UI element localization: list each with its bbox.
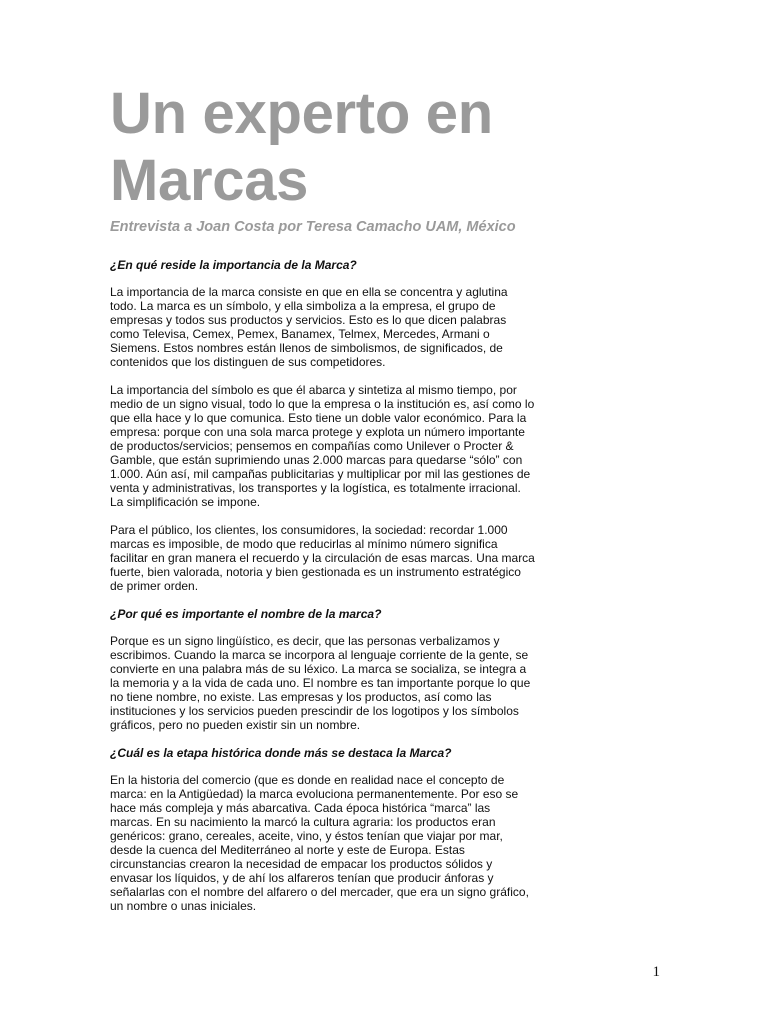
paragraph-line: hace más compleja y más abarcativa. Cada época histórica “marca” las: [110, 801, 491, 815]
spacer: [110, 732, 668, 746]
paragraph-line: La importancia del símbolo es que él abarca y sintetiza al mismo tiempo, por: [110, 383, 517, 397]
paragraph-line: Gamble, que están suprimiendo unas 2.000 marcas para quedarse “sólo” con: [110, 453, 523, 467]
paragraph-line: la memoria y a la vida de cada uno. El nombre es tan importante porque lo que: [110, 676, 531, 690]
paragraph-line: facilitar en gran manera el recuerdo y la circulación de esas marcas. Una marca: [110, 551, 535, 565]
paragraph-line: de productos/servicios; pensemos en compañías como Unilever o Procter &: [110, 439, 514, 453]
body-paragraph: [110, 523, 668, 593]
paragraph-line: un nombre o unas iniciales.: [110, 899, 257, 913]
paragraph-line: escribimos. Cuando la marca se incorpora al lenguaje corriente de la gente, se: [110, 648, 529, 662]
paragraph-line: convierte en una palabra más de su léxico. La marca se socializa, se integra a: [110, 662, 527, 676]
paragraph-line: todo. La marca es un símbolo, y ella simboliza a la empresa, el grupo de: [110, 299, 496, 313]
paragraph-line: circunstancias crearon la necesidad de empacar los productos sólidos y: [110, 857, 493, 871]
paragraph-line: de primer orden.: [110, 579, 199, 593]
spacer: [110, 509, 668, 523]
paragraph-line: contenidos que los distinguen de sus competidores.: [110, 355, 386, 369]
body-paragraph: [110, 285, 668, 369]
paragraph-line: Para el público, los clientes, los consumidores, la sociedad: recordar 1.000: [110, 523, 508, 537]
paragraph-line: empresas y todos sus productos y servicios. Esto es lo que dicen palabras: [110, 313, 507, 327]
document-page: [110, 80, 668, 927]
paragraph-line: marca: en la Antigüedad) la marca evoluciona permanentemente. Por eso se: [110, 787, 519, 801]
title-line-2: Marcas: [110, 148, 309, 213]
paragraph-line: gráficos, pero no pueden existir sin un nombre.: [110, 718, 361, 732]
paragraph-line: que ella hace y lo que comunica. Esto tiene un doble valor económico. Para la: [110, 411, 527, 425]
body-paragraph: [110, 383, 668, 509]
spacer: [110, 369, 668, 383]
paragraph-line: empresa: porque con una sola marca protege y explota un número importante: [110, 425, 525, 439]
paragraph-line: no tiene nombre, no existe. Las empresas y los productos, así como las: [110, 690, 492, 704]
section-question: ¿Por qué es importante el nombre de la marca?: [110, 607, 382, 621]
paragraph-line: La simplificación se impone.: [110, 495, 261, 509]
spacer: [110, 760, 668, 773]
paragraph-line: En la historia del comercio (que es donde en realidad nace el concepto de: [110, 773, 505, 787]
paragraph-line: medio de un signo visual, todo lo que la empresa o la institución es, así como lo: [110, 397, 535, 411]
paragraph-line: Siemens. Estos nombres están llenos de simbolismos, de significados, de: [110, 341, 503, 355]
paragraph-line: venta y administrativas, los transportes y la logística, es totalmente irracional.: [110, 481, 521, 495]
body-paragraph: [110, 773, 668, 913]
paragraph-line: 1.000. Aún así, mil campañas publicitarias y multiplicar por mil las gestiones de: [110, 467, 531, 481]
document-body: [110, 258, 668, 927]
spacer: [110, 272, 668, 285]
spacer: [110, 621, 668, 634]
paragraph-line: La importancia de la marca consiste en que en ella se concentra y aglutina: [110, 285, 508, 299]
paragraph-line: marcas es imposible, de modo que reducirlas al mínimo número significa: [110, 537, 498, 551]
document-title: [110, 80, 668, 214]
spacer: [110, 593, 668, 607]
spacer: [110, 913, 668, 927]
title-line-1: Un experto en: [110, 81, 493, 146]
paragraph-line: desde la cuenca del Mediterráneo al norte y este de Europa. Estas: [110, 843, 465, 857]
paragraph-line: Porque es un signo lingüístico, es decir, que las personas verbalizamos y: [110, 634, 500, 648]
paragraph-line: marcas. En su nacimiento la marcó la cultura agraria: los productos eran: [110, 815, 496, 829]
paragraph-line: instituciones y los servicios pueden prescindir de los logotipos y los símbolos: [110, 704, 519, 718]
paragraph-line: fuerte, bien valorada, notoria y bien gestionada es un instrumento estratégico: [110, 565, 521, 579]
page-number: 1: [652, 964, 660, 980]
paragraph-line: envasar los líquidos, y de ahí los alfareros tenían que producir ánforas y: [110, 871, 494, 885]
paragraph-line: señalarlas con el nombre del alfarero o del mercader, que era un signo gráfico,: [110, 885, 529, 899]
section-question: ¿Cuál es la etapa histórica donde más se destaca la Marca?: [110, 746, 452, 760]
paragraph-line: genéricos: grano, cereales, aceite, vino, y éstos tenían que viajar por mar,: [110, 829, 503, 843]
body-paragraph: [110, 634, 668, 732]
section-question: ¿En qué reside la importancia de la Marca?: [110, 258, 357, 272]
paragraph-line: como Televisa, Cemex, Pemex, Banamex, Telmex, Mercedes, Armani o: [110, 327, 490, 341]
document-subtitle: Entrevista a Joan Costa por Teresa Camacho UAM, México: [110, 219, 516, 235]
